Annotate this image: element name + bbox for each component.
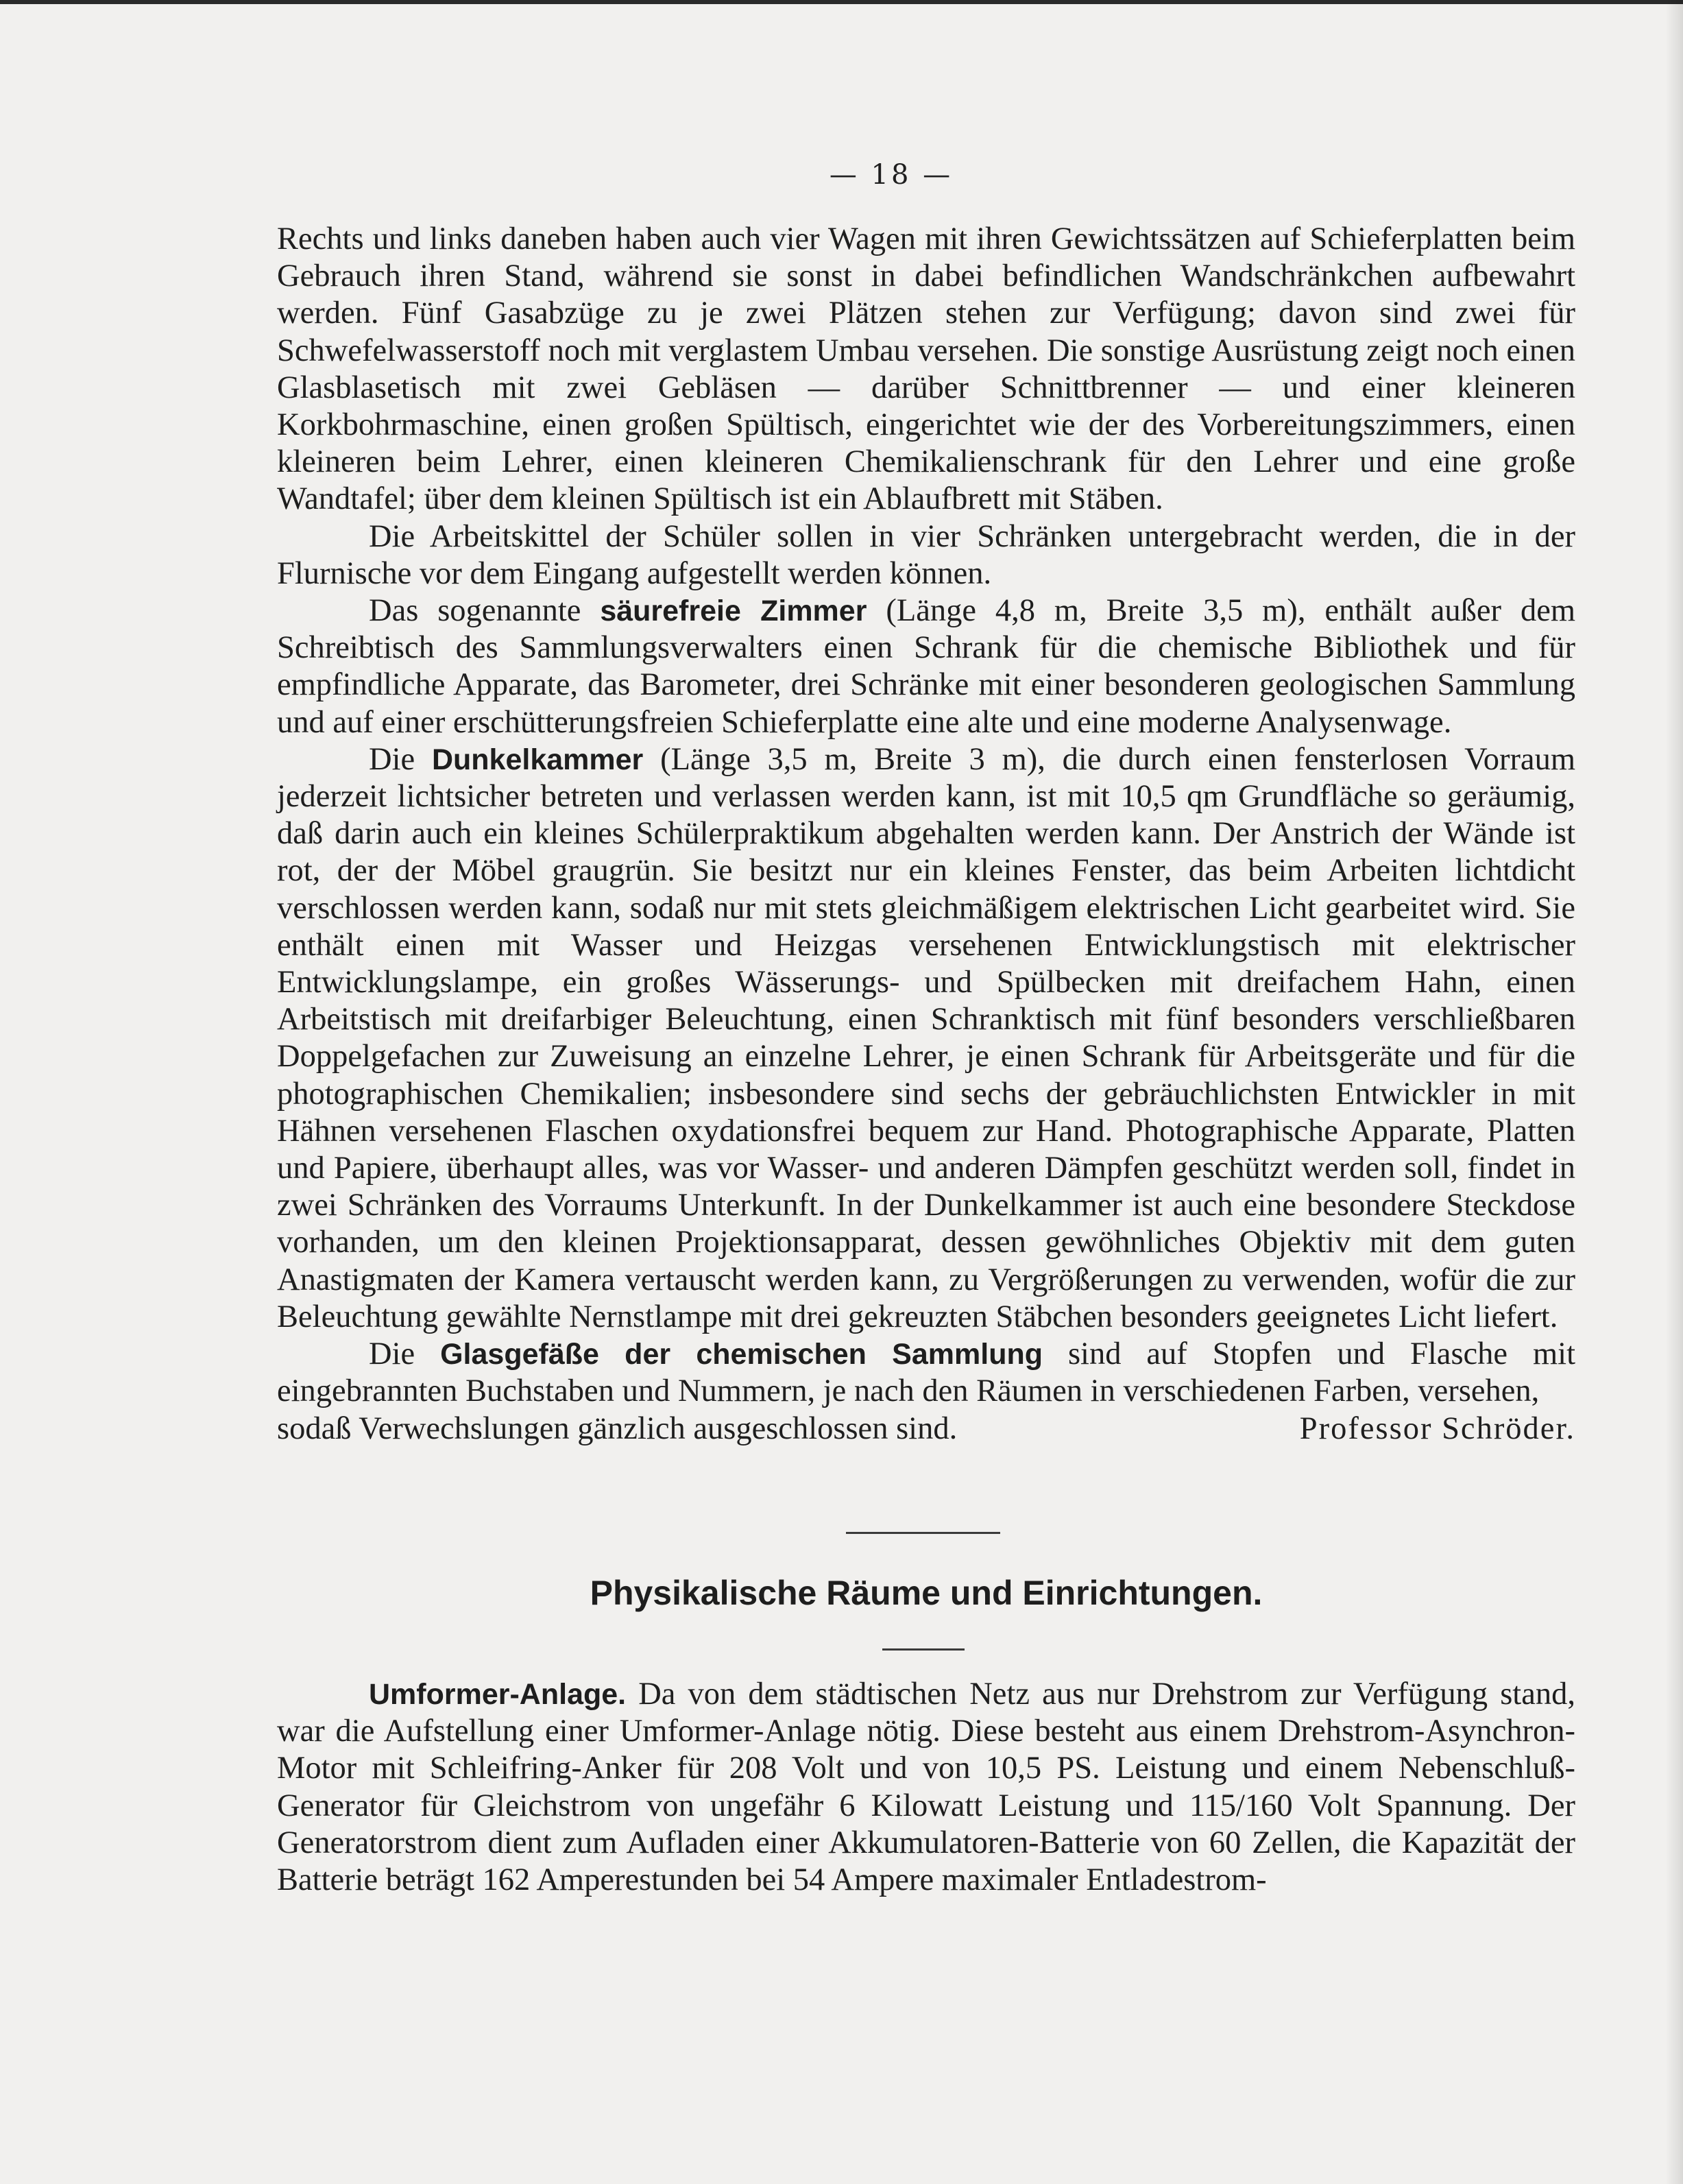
paragraph-lead: Die xyxy=(369,741,415,777)
page-binding-shadow xyxy=(1665,0,1683,2184)
section-divider xyxy=(846,1532,1000,1534)
keyword-darkroom: Dunkelkammer xyxy=(431,743,644,776)
paragraph-converter-plant xyxy=(277,1676,1575,1899)
author-signature: Professor Schröder. xyxy=(1299,1411,1575,1446)
paragraph-acid-free-room xyxy=(277,592,1575,741)
section-chemistry-text xyxy=(277,221,1575,1448)
paragraph-lab-coats: Die Arbeitskittel der Schüler sollen in vier Schränken untergebracht werden, die in der Flurnische vor dem Eingang aufgestellt werden können. xyxy=(277,518,1575,591)
paragraph-lead: Das sogenannte xyxy=(369,593,581,629)
paragraph-balances: Rechts und links daneben haben auch vier Wagen mit ihren Gewichtssätzen auf Schieferplatten beim Gebrauch ihren Stand, während sie sonst in dabei befindlichen Wandschränkchen aufbewahrt werden. Fünf Gasabzüge zu je zwei Plätzen stehen zur Verfügung; davon sind zwei für Schwefelwasserstoff noch mit verglastem Umbau versehen. Die sonstige Ausrüstung zeigt noch einen Glasblasetisch mit zwei Gebläsen — darüber Schnittbrenner — und einer kleineren Korkbohrmaschine, einen großen Spültisch, eingerichtet wie der des Vorbereitungszimmers, einen kleineren beim Lehrer, einen kleineren Chemikalienschrank für den Lehrer und eine große Wandtafel; über dem kleinen Spültisch ist ein Ablaufbrett mit Stäben. xyxy=(277,221,1576,517)
paragraph-body: (Länge 3,5 m, Breite 3 m), die durch einen fensterlosen Vorraum jederzeit lichtsicher betreten und verlassen werden kann, ist mit 10,5 qm Grundfläche so geräumig, daß darin auch ein kleines Schülerpraktikum abgehalten werden kann. Der Anstrich der Wände ist rot, der der Möbel graugrün. Sie besitzt nur ein kleines Fenster, das beim Arbeiten lichtdicht verschlossen werden kann, sodaß nur mit stets gleichmäßigem elektrischen Licht gearbeitet wird. Sie enthält einen mit Wasser und Heizgas versehenen Entwicklungstisch mit elektrischer Entwicklungslampe, ein großes Wässerungs- und Spülbecken mit dreifachem Hahn, einen Arbeitstisch mit dreifarbiger Beleuchtung, einen Schranktisch mit fünf besonders verschließbaren Doppelgefachen zur Zuweisung an einzelne Lehrer, je einen Schrank für Arbeitsgeräte und für die photographischen Chemikalien; insbesondere sind sechs der gebräuchlichsten Entwickler in mit Hähnen versehenen Flaschen oxydationsfrei bequem zur Hand. Photographische Apparate, Platten und Papiere, überhaupt alles, was vor Wasser- und anderen Dämpfen geschützt werden soll, findet in zwei Schränken des Vorraums Unterkunft. In der Dunkelkammer ist auch eine besondere Steckdose vorhanden, um den kleinen Projektionsapparat, dessen gewöhnliches Objektiv mit dem guten Anastigmaten der Kamera vertauscht werden kann, zu Vergrößerungen zu verwenden, wofür die zur Beleuchtung gewählte Nernstlampe mit drei gekreuzten Stäbchen besonders geeignetes Licht liefert. xyxy=(277,741,1575,1334)
closing-line xyxy=(277,1411,1575,1448)
paragraph-glassware xyxy=(277,1336,1575,1410)
keyword-glassware: Glasgefäße der chemischen Sammlung xyxy=(440,1338,1043,1371)
paragraph-body: Da von dem städtischen Netz aus nur Drehstrom zur Verfügung stand, war die Aufstellung einer Umformer-Anlage nötig. Diese besteht aus einem Drehstrom-Asynchron-Motor mit Schleifring-Anker für 208 Volt und von 10,5 PS. Leistung und einem Nebenschluß-Generator für Gleichstrom von ungefähr 6 Kilowatt Leistung und 115/160 Volt Spannung. Der Generatorstrom dient zum Aufladen einer Akkumulatoren-Batterie von 60 Zellen, die Kapazität der Batterie beträgt 162 Amperestunden bei 54 Ampere maximaler Entladestrom- xyxy=(277,1677,1575,1898)
keyword-acid-free-room: säurefreie Zimmer xyxy=(600,595,867,628)
keyword-converter-plant: Umformer-Anlage. xyxy=(369,1678,627,1711)
heading-divider xyxy=(882,1648,965,1651)
paragraph-body: sind auf Stopfen und Flasche mit eingebrannten Buchstaben und Nummern, je nach den Räumen in verschiedenen Farben, versehen, xyxy=(277,1336,1576,1409)
section-heading: Physikalische Räume und Einrichtungen. xyxy=(590,1574,1263,1612)
page-number: — 18 — xyxy=(829,159,954,191)
paragraph-darkroom xyxy=(277,741,1575,1336)
page-top-edge xyxy=(0,0,1683,4)
closing-sentence: sodaß Verwechslungen gänzlich ausgeschlossen sind. xyxy=(277,1411,958,1446)
paragraph-body: (Länge 4,8 m, Breite 3,5 m), enthält außer dem Schreibtisch des Sammlungsverwalters einen Schrank für die chemische Bibliothek und für empfindliche Apparate, das Barometer, drei Schränke mit einer besonderen geologischen Sammlung und auf einer erschütterungsfreien Schieferplatte eine alte und eine moderne Analysenwage. xyxy=(277,593,1576,740)
section-physics-text xyxy=(277,1676,1575,1899)
paragraph-lead: Die xyxy=(369,1336,415,1372)
